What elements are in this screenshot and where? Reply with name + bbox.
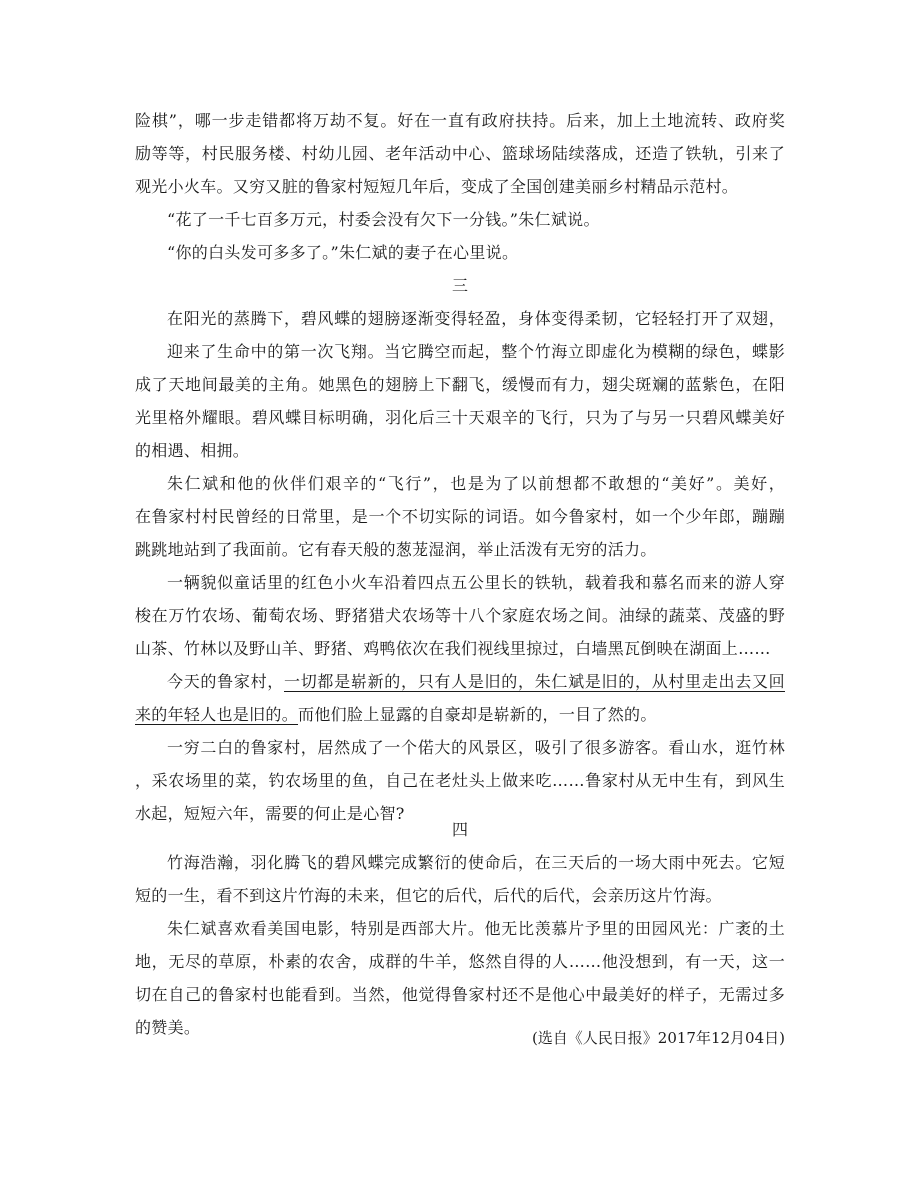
- text-line: 跳跳地站到了我面前。它有春天般的葱茏湿润，举止活泼有无穷的活力。: [135, 540, 657, 559]
- section-heading: 四: [451, 820, 468, 839]
- text-line: [135, 665, 785, 698]
- text-line: “花了一千七百多万元，村委会没有欠下一分钱。”朱仁斌说。: [167, 210, 600, 229]
- text-line: 迎来了生命中的第一次飞翔。当它腾空而起，整个竹海立即虚化为模糊的绿色，蝶影: [167, 342, 785, 361]
- text-line: 切在自己的鲁家村也能看到。当然，他觉得鲁家村还不是他心中最美好的样子，无需过多: [135, 985, 785, 1004]
- text-line: 短的一生，看不到这片竹海的未来，但它的后代，后代的后代，会亲历这片竹海。: [135, 886, 722, 905]
- paragraph: [135, 335, 785, 467]
- text-line: 朱仁斌和他的伙伴们艰辛的“飞行”，也是为了以前想都不敢想的“美好”。美好，: [167, 474, 785, 493]
- paragraph: [135, 104, 785, 203]
- text-line: 的赞美。: [135, 1018, 201, 1037]
- text-line: [135, 698, 785, 731]
- paragraph: [135, 566, 785, 665]
- text-line: 励等等，村民服务楼、村幼儿园、老年活动中心、篮球场陆续落成，还造了铁轨，引来了: [135, 144, 785, 163]
- text-line: 成了天地间最美的主角。她黑色的翅膀上下翻飞，缓慢而有力，翅尖斑斓的蓝紫色，在阳: [135, 375, 785, 394]
- text-line: 光里格外耀眼。碧风蝶目标明确，羽化后三十天艰辛的飞行，只为了与另一只碧风蝶美好: [135, 408, 785, 427]
- text-line: 在鲁家村村民曾经的日常里，是一个不切实际的词语。如今鲁家村，如一个少年郎，蹦蹦: [135, 507, 785, 526]
- paragraph: [135, 467, 785, 566]
- text-line: 水起，短短六年，需要的何止是心智?: [135, 804, 405, 823]
- text-line: 一辆貌似童话里的红色小火车沿着四点五公里长的铁轨，载着我和慕名而来的游人穿: [167, 573, 785, 592]
- text-line: 地，无尽的草原，朴素的农舍，成群的牛羊，悠然自得的人……他没想到，有一天，这一: [135, 952, 785, 971]
- text-span: 而他们脸上显露的自豪却是崭新的，一目了然的。: [298, 705, 657, 724]
- text-line: 观光小火车。又穷又脏的鲁家村短短几年后，变成了全国创建美丽乡村精品示范村。: [135, 177, 739, 196]
- text-span: 今天的鲁家村，: [167, 672, 284, 691]
- source-attribution: (选自《人民日报》2017年12月04日): [531, 1029, 785, 1047]
- paragraph: [135, 665, 785, 731]
- text-line: 一穷二白的鲁家村，居然成了一个偌大的风景区，吸引了很多游客。看山水，逛竹林: [167, 738, 785, 757]
- text-line: 山茶、竹林以及野山羊、野猪、鸡鸭依次在我们视线里掠过，白墙黑瓦倒映在湖面上……: [135, 639, 771, 658]
- paragraph: [135, 302, 785, 335]
- text-line: 梭在万竹农场、葡萄农场、野猪猎犬农场等十八个家庭农场之间。油绿的蔬菜、茂盛的野: [135, 606, 785, 625]
- text-line: 险棋”，哪一步走错都将万劫不复。好在一直有政府扶持。后来，加上土地流转、政府奖: [135, 111, 785, 130]
- section-heading: 三: [451, 276, 468, 295]
- paragraph: [135, 203, 785, 236]
- text-line: “你的白头发可多多了。”朱仁斌的妻子在心里说。: [167, 243, 519, 262]
- text-line: 竹海浩瀚，羽化腾飞的碧风蝶完成繁衍的使命后，在三天后的一场大雨中死去。它短: [167, 853, 785, 872]
- underlined-text: 一切都是崭新的，只有人是旧的，朱仁斌是旧的，从村里走出去又回: [284, 672, 785, 691]
- text-line: 朱仁斌喜欢看美国电影，特别是西部大片。他无比羡慕片予里的田园风光：广袤的土: [167, 919, 785, 938]
- paragraph: [135, 846, 785, 912]
- paragraph: [135, 236, 785, 269]
- text-line: ，采农场里的菜，钓农场里的鱼，自己在老灶头上做来吃……鲁家村从无中生有，到风生: [135, 771, 785, 790]
- text-line: 在阳光的蒸腾下，碧风蝶的翅膀逐渐变得轻盈，身体变得柔韧，它轻轻打开了双翅，: [167, 309, 785, 328]
- underlined-text: 来的年轻人也是旧的。: [135, 705, 299, 724]
- text-line: 的相遇、相拥。: [135, 441, 250, 460]
